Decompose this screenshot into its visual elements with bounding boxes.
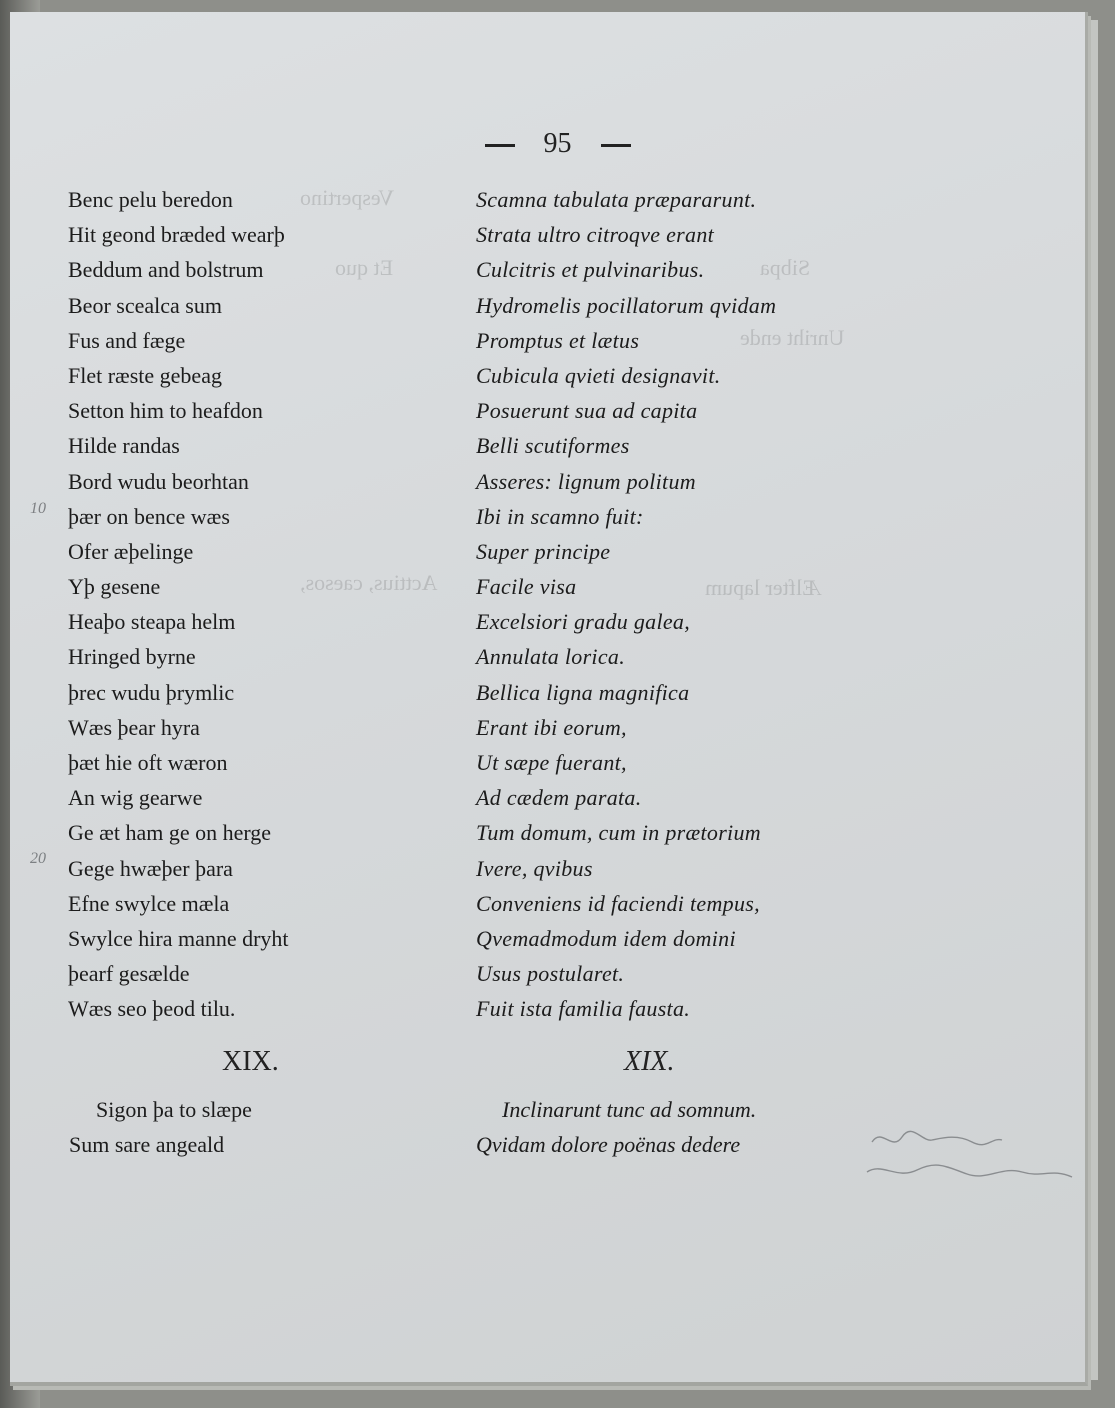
header-dash-right	[601, 144, 631, 147]
text-line: þrec wudu þrymlic	[68, 679, 235, 705]
text-line: Tum domum, cum in prætorium	[476, 820, 761, 846]
text-line: Yþ gesene	[68, 574, 161, 600]
text-line: Hringed byrne	[68, 644, 196, 670]
page-number: 95	[543, 128, 572, 159]
text-line: An wig gearwe	[68, 785, 203, 811]
text-line: Sigon þa to slæpe	[96, 1097, 252, 1122]
section-latin-lines	[476, 1092, 757, 1162]
text-line: Heaþo steapa helm	[68, 609, 236, 635]
section-heading-old-english: XIX.	[222, 1046, 279, 1077]
text-line: Hilde randas	[68, 433, 180, 459]
text-line: Hydromelis pocillatorum qvidam	[476, 292, 777, 318]
text-line: Super principe	[476, 538, 611, 564]
text-line: Promptus et lætus	[476, 327, 640, 353]
text-line: Ofer æþelinge	[68, 538, 194, 564]
text-line: þæt hie oft wæron	[68, 750, 228, 775]
text-line: Annulata lorica.	[476, 644, 626, 670]
text-line: Cubicula qvieti designavit.	[476, 362, 721, 388]
pencil-annotation	[862, 1122, 1082, 1192]
bleed-through-text: Unriht ende	[740, 325, 845, 350]
text-line: Beddum and bolstrum	[68, 257, 264, 283]
text-line: Scamna tabulata præpararunt.	[476, 187, 757, 212]
text-line: Qvidam dolore poënas dedere	[476, 1132, 741, 1158]
text-line: Hit geond bræded wearþ	[68, 222, 285, 248]
text-line: þær on bence wæs	[68, 503, 230, 529]
text-line: Usus postularet.	[476, 961, 625, 987]
bleed-through-text: Sibpa	[760, 255, 811, 280]
page-header	[0, 128, 1115, 168]
text-line: Gege hwæþer þara	[68, 855, 233, 881]
bleed-through-text: Vespertino	[300, 185, 395, 210]
text-line: Wæs þear hyra	[68, 714, 200, 740]
text-line: Ut sæpe fuerant,	[476, 750, 627, 775]
margin-line-number: 10	[30, 500, 46, 517]
text-line: Inclinarunt tunc ad somnum.	[502, 1097, 757, 1122]
text-line: Swylce hira manne dryht	[68, 925, 289, 951]
text-line: Bord wudu beorhtan	[68, 468, 249, 494]
text-line: Belli scutiformes	[476, 433, 630, 459]
text-line: Posuerunt sua ad capita	[476, 398, 698, 424]
text-line: Ad cædem parata.	[476, 785, 642, 811]
text-line: Culcitris et pulvinaribus.	[476, 257, 705, 283]
margin-line-number: 20	[30, 850, 46, 867]
text-line: Ibi in scamno fuit:	[476, 503, 644, 529]
header-dash-left	[485, 144, 515, 147]
old-english-column	[68, 182, 468, 1027]
text-line: Beor scealca sum	[68, 292, 222, 318]
text-line: Flet ræste gebeag	[68, 362, 222, 388]
text-line: Facile visa	[476, 574, 577, 600]
bleed-through-text: Et quo	[335, 255, 394, 280]
text-line: Benc pelu beredon	[68, 187, 233, 212]
text-line: Setton him to heafdon	[68, 398, 263, 424]
bleed-through-text: Acttius, caesos,	[300, 570, 438, 595]
text-line: Sum sare angeald	[69, 1132, 225, 1158]
text-line: Asseres: lignum politum	[476, 468, 696, 494]
text-line: Conveniens id faciendi tempus,	[476, 890, 760, 916]
text-line: Ivere, qvibus	[476, 855, 593, 881]
text-line: Bellica ligna magnifica	[476, 679, 690, 705]
text-line: Efne swylce mæla	[68, 890, 230, 916]
text-line: þearf gesælde	[68, 961, 190, 987]
section-old-english-lines	[69, 1092, 252, 1162]
text-line: Fuit ista familia fausta.	[476, 996, 691, 1022]
text-line: Qvemadmodum idem domini	[476, 925, 736, 951]
text-line: Erant ibi eorum,	[476, 714, 627, 740]
text-line: Ge æt ham ge on herge	[68, 820, 272, 846]
bleed-through-text: Ælfter lapum	[705, 575, 822, 600]
text-line: Strata ultro citroqve erant	[476, 222, 715, 248]
section-heading-latin: XIX.	[624, 1046, 675, 1077]
text-line: Fus and fæge	[68, 327, 186, 353]
text-line: Excelsiori gradu galea,	[476, 609, 691, 635]
text-line: Wæs seo þeod tilu.	[68, 996, 236, 1022]
latin-column	[476, 182, 876, 1027]
